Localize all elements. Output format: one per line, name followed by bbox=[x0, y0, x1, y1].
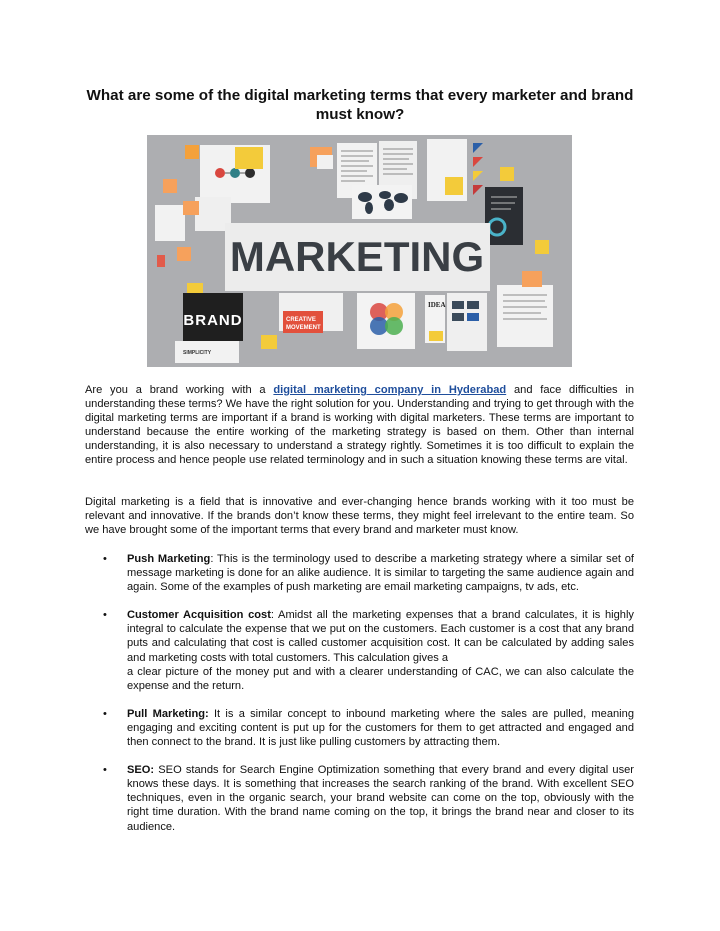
terms-list bbox=[85, 552, 634, 848]
term-description: : This is the terminology used to describe a marketing strategy where a similar set of message marketing is done for an alike audience. It is similar to targeting the same audience again and again. Some of the examples of push marketing are email marketing campaigns, tv ads, etc. bbox=[127, 553, 634, 594]
second-paragraph: Digital marketing is a field that is innovative and ever-changing hence brands working with it too must be relevant and innovative. If the brands don’t know these terms, they might feel irrelevant to the entire team. So we have brought some of the important terms that every brand and marketer must know. bbox=[85, 496, 634, 537]
term-name: Customer Acquisition cost bbox=[127, 609, 271, 622]
bullet: • bbox=[103, 553, 107, 565]
svg-text:SIMPLICITY: SIMPLICITY bbox=[183, 350, 212, 356]
list-item bbox=[85, 707, 634, 749]
marketing-word: MARKETING bbox=[229, 233, 485, 280]
bullet: • bbox=[103, 707, 107, 720]
term-name: SEO: bbox=[127, 764, 155, 777]
svg-text:BRAND: BRAND bbox=[183, 312, 243, 329]
term-description: : Amidst all the marketing expenses that a brand calculates, it is highly integral to calculate the expense that we put on the customers. Each customer is a cost that any brand puts and calculating that cost is called customer acquisition cost. It can be calculated by adding sales and marketing costs with total customers. This calculation gives a bbox=[127, 609, 634, 664]
intro-paragraph: Are you a brand working with a digital marketing company in Hyderabad and face difficulties in understanding these terms? We have the right solution for you. Understanding and trying to get through with the digital marketing terms are important if a brand is working with digital marketers. These terms are important to understand because the entire working of the marketing strategy is based on them. Other than internal understanding, it is also necessary to understand a strategy rightly. Sometimes it is too difficult to explain the entire process and hence people use related terminology and in such a situation knowing these terms are vital. bbox=[85, 384, 634, 467]
list-item bbox=[85, 763, 634, 833]
term-description-continuation: a clear picture of the money put and with a clearer understanding of CAC, we can also calculate the expense and the return. bbox=[127, 665, 634, 692]
marketing-hero-image bbox=[147, 135, 572, 367]
term-description: SEO stands for Search Engine Optimization something that every brand and every digital user knows these days. It is something that increases the search ranking of the brand. With excellent SEO techniques, even in the organic search, your brand website can come on the top, obviously with the right time duration. With the brand name coming on the top, it brings the brand near and closer to its audience. bbox=[127, 764, 634, 833]
bullet: • bbox=[103, 764, 107, 777]
digital-marketing-company-link[interactable]: digital marketing company in Hyderabad bbox=[273, 384, 507, 396]
svg-text:IDEA: IDEA bbox=[428, 301, 446, 309]
svg-text:MOVEMENT: MOVEMENT bbox=[286, 325, 321, 331]
term-description: It is a similar concept to inbound marketing where the sales are pulled, meaning engaging and exciting content is put up for the customers for them to get attracted and engaged and then connect to the brand. It is just like pulling customers by attracting them. bbox=[127, 707, 634, 749]
page-title: What are some of the digital marketing terms that every marketer and brand must know? bbox=[86, 87, 634, 123]
list-item bbox=[85, 552, 634, 594]
svg-text:CREATIVE: CREATIVE bbox=[286, 317, 316, 323]
term-name: Push Marketing bbox=[127, 553, 211, 565]
bullet: • bbox=[103, 609, 107, 622]
list-item bbox=[85, 608, 634, 693]
term-name: Pull Marketing: bbox=[127, 707, 209, 720]
